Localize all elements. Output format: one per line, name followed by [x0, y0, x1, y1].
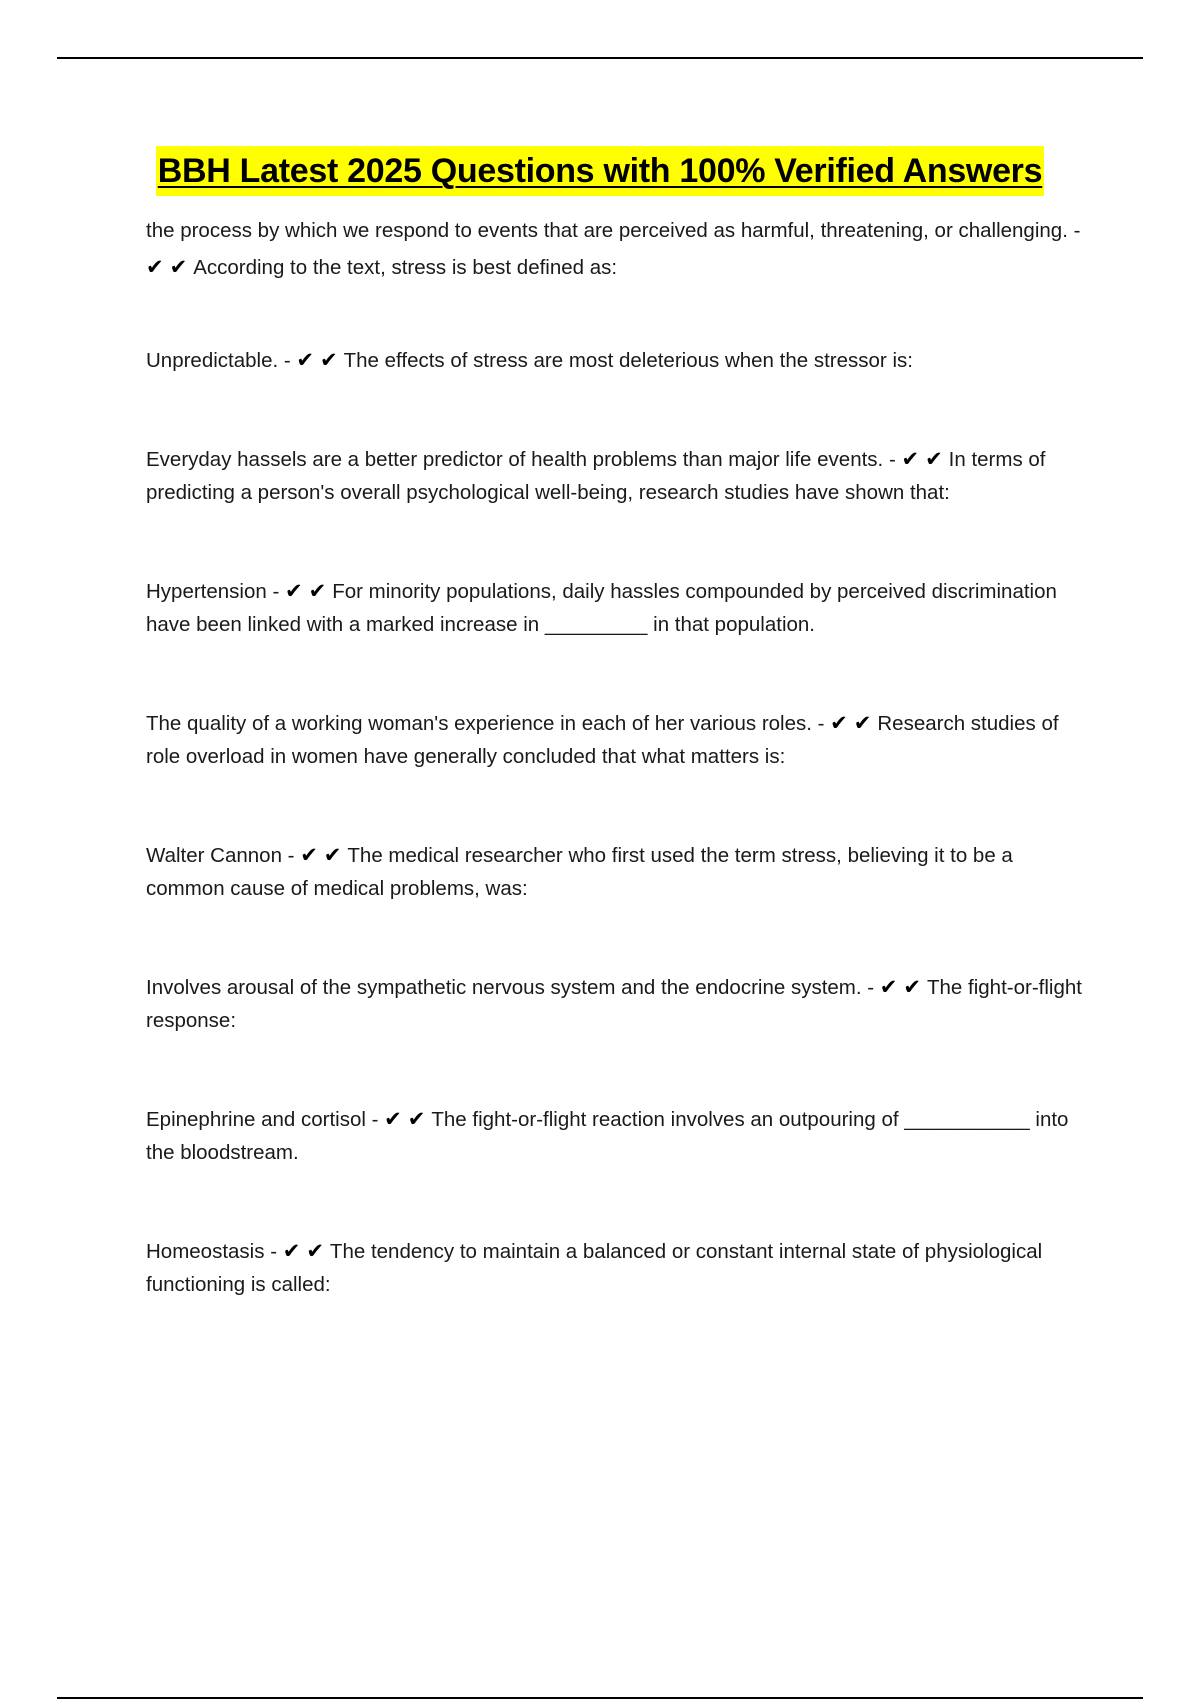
- header-rule: [57, 57, 1143, 59]
- question-text: According to the text, stress is best defined as:: [193, 256, 618, 279]
- question-text: The fight-or-flight reaction involves an outpouring of ___________ into the bloodstream.: [146, 1108, 1069, 1164]
- qa-item: [146, 839, 1086, 905]
- check-icon: ✔✔: [830, 711, 878, 735]
- separator: -: [266, 580, 286, 603]
- question-text: The tendency to maintain a balanced or constant internal state of physiological functioning is called:: [146, 1240, 1043, 1296]
- title-container: [0, 146, 1200, 196]
- footer-rule: [57, 1697, 1143, 1699]
- question-text: In terms of predicting a person's overall psychological well-being, research studies have shown that:: [146, 448, 1046, 504]
- question-text: Research studies of role overload in women have generally concluded that what matters is:: [146, 712, 1059, 768]
- qa-item: [146, 707, 1086, 773]
- qa-item: [146, 1235, 1086, 1301]
- check-icon: ✔✔: [384, 1107, 432, 1131]
- answer-text: Involves arousal of the sympathetic nervous system and the endocrine system.: [146, 976, 862, 999]
- question-text: For minority populations, daily hassles compounded by perceived discrimination have been linked with a marked increase in _________ in that population.: [146, 580, 1057, 636]
- qa-item: [146, 575, 1086, 641]
- check-icon: ✔✔: [285, 579, 333, 603]
- separator: -: [281, 844, 301, 867]
- qa-item: [146, 443, 1086, 509]
- check-icon: ✔✔: [879, 975, 927, 999]
- answer-text: Epinephrine and cortisol: [146, 1108, 366, 1131]
- separator: -: [278, 349, 297, 372]
- qa-item: [146, 1103, 1086, 1169]
- qa-item: [146, 344, 1086, 377]
- qa-item: [146, 971, 1086, 1037]
- question-text: The effects of stress are most deleterious when the stressor is:: [343, 349, 913, 372]
- question-text: The medical researcher who first used the term stress, believing it to be a common cause of medical problems, was:: [146, 844, 1013, 900]
- check-icon: ✔✔: [296, 348, 344, 372]
- answer-text: Homeostasis: [146, 1240, 265, 1263]
- check-icon: ✔✔: [901, 447, 949, 471]
- answer-text: The quality of a working woman's experience in each of her various roles.: [146, 712, 812, 735]
- separator: -: [883, 448, 902, 471]
- answer-text: the process by which we respond to events that are perceived as harmful, threatening, or challenging.: [146, 219, 1068, 242]
- separator: -: [1067, 219, 1081, 242]
- separator: -: [811, 712, 831, 735]
- check-icon: ✔✔: [146, 255, 194, 279]
- separator: -: [264, 1240, 283, 1263]
- check-icon: ✔✔: [300, 843, 348, 867]
- document-title: BBH Latest 2025 Questions with 100% Verified Answers: [156, 146, 1044, 196]
- separator: -: [861, 976, 880, 999]
- question-text: The fight-or-flight response:: [146, 976, 1082, 1032]
- check-icon: ✔✔: [282, 1239, 330, 1263]
- answer-text: Everyday hassels are a better predictor of health problems than major life events.: [146, 448, 884, 471]
- qa-list: [146, 213, 1086, 1367]
- separator: -: [365, 1108, 385, 1131]
- answer-text: Hypertension: [146, 580, 267, 603]
- answer-text: Unpredictable.: [146, 349, 279, 372]
- answer-text: Walter Cannon: [146, 844, 282, 867]
- qa-item: [146, 213, 1086, 286]
